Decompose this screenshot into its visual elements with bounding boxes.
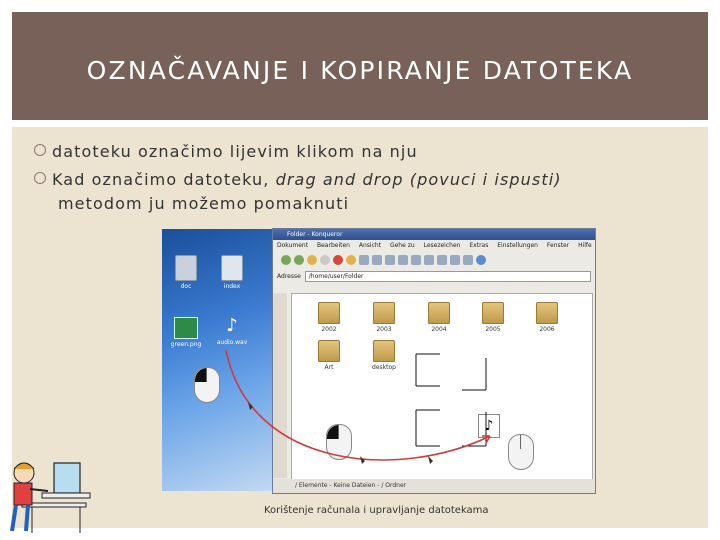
slide-title: OZNAČAVANJE I KOPIRANJE DATOTEKA	[86, 55, 634, 85]
desktop-icon-label: index	[223, 283, 241, 290]
bullet-2-emphasis: drag and drop (povuci i ispusti)	[275, 170, 562, 189]
bullet-2-continuation: metodom ju možemo pomaknuti	[58, 194, 350, 213]
menu-item[interactable]: Lesezeichen	[423, 242, 461, 249]
dragged-file-icon: ♪	[478, 414, 500, 438]
menu-item[interactable]: Dokument	[277, 242, 309, 249]
folder-label: 2006	[539, 326, 555, 333]
music-note-icon: ♪	[226, 315, 238, 336]
menu-item[interactable]: Ansicht	[358, 242, 382, 249]
drag-arrow	[226, 350, 490, 460]
folder-label: 2002	[321, 326, 337, 333]
desktop-icon-label: green.png	[170, 341, 202, 348]
status-bar: / Elemente - Keine Dateien - / Ordner	[273, 479, 596, 493]
desktop-icon-label: audio.wav	[216, 339, 248, 346]
folder-label: 2003	[376, 326, 392, 333]
menu-item[interactable]: Extras	[469, 242, 489, 249]
cursor-icon	[428, 456, 433, 464]
menu-item[interactable]: Hilfe	[578, 242, 592, 249]
selection-brackets	[416, 354, 486, 446]
window-title: Folder - Konqueror	[273, 229, 595, 240]
menu-item[interactable]: Gehe zu	[389, 242, 415, 249]
folder-label: 2005	[485, 326, 501, 333]
desktop-icon-label: doc	[180, 283, 192, 290]
caption: Korištenje računala i upravljanje datotekama	[264, 505, 489, 516]
menu-item[interactable]: Fenster	[546, 242, 570, 249]
address-label: Adresse	[277, 273, 301, 280]
folder-label: desktop	[372, 364, 396, 371]
folder-label: Art	[324, 364, 334, 371]
menu-item[interactable]: Bearbeiten	[317, 242, 350, 249]
menu-item[interactable]: Einstellungen	[497, 242, 538, 249]
bullet-2-text: Kad označimo datoteku,	[52, 170, 276, 189]
person-at-computer-clipart	[2, 455, 94, 535]
address-input[interactable]: /home/user/Folder	[305, 271, 591, 282]
folder-label: 2004	[431, 326, 447, 333]
bullet-1-text: datoteku označimo lijevim klikom na nju	[52, 142, 418, 161]
